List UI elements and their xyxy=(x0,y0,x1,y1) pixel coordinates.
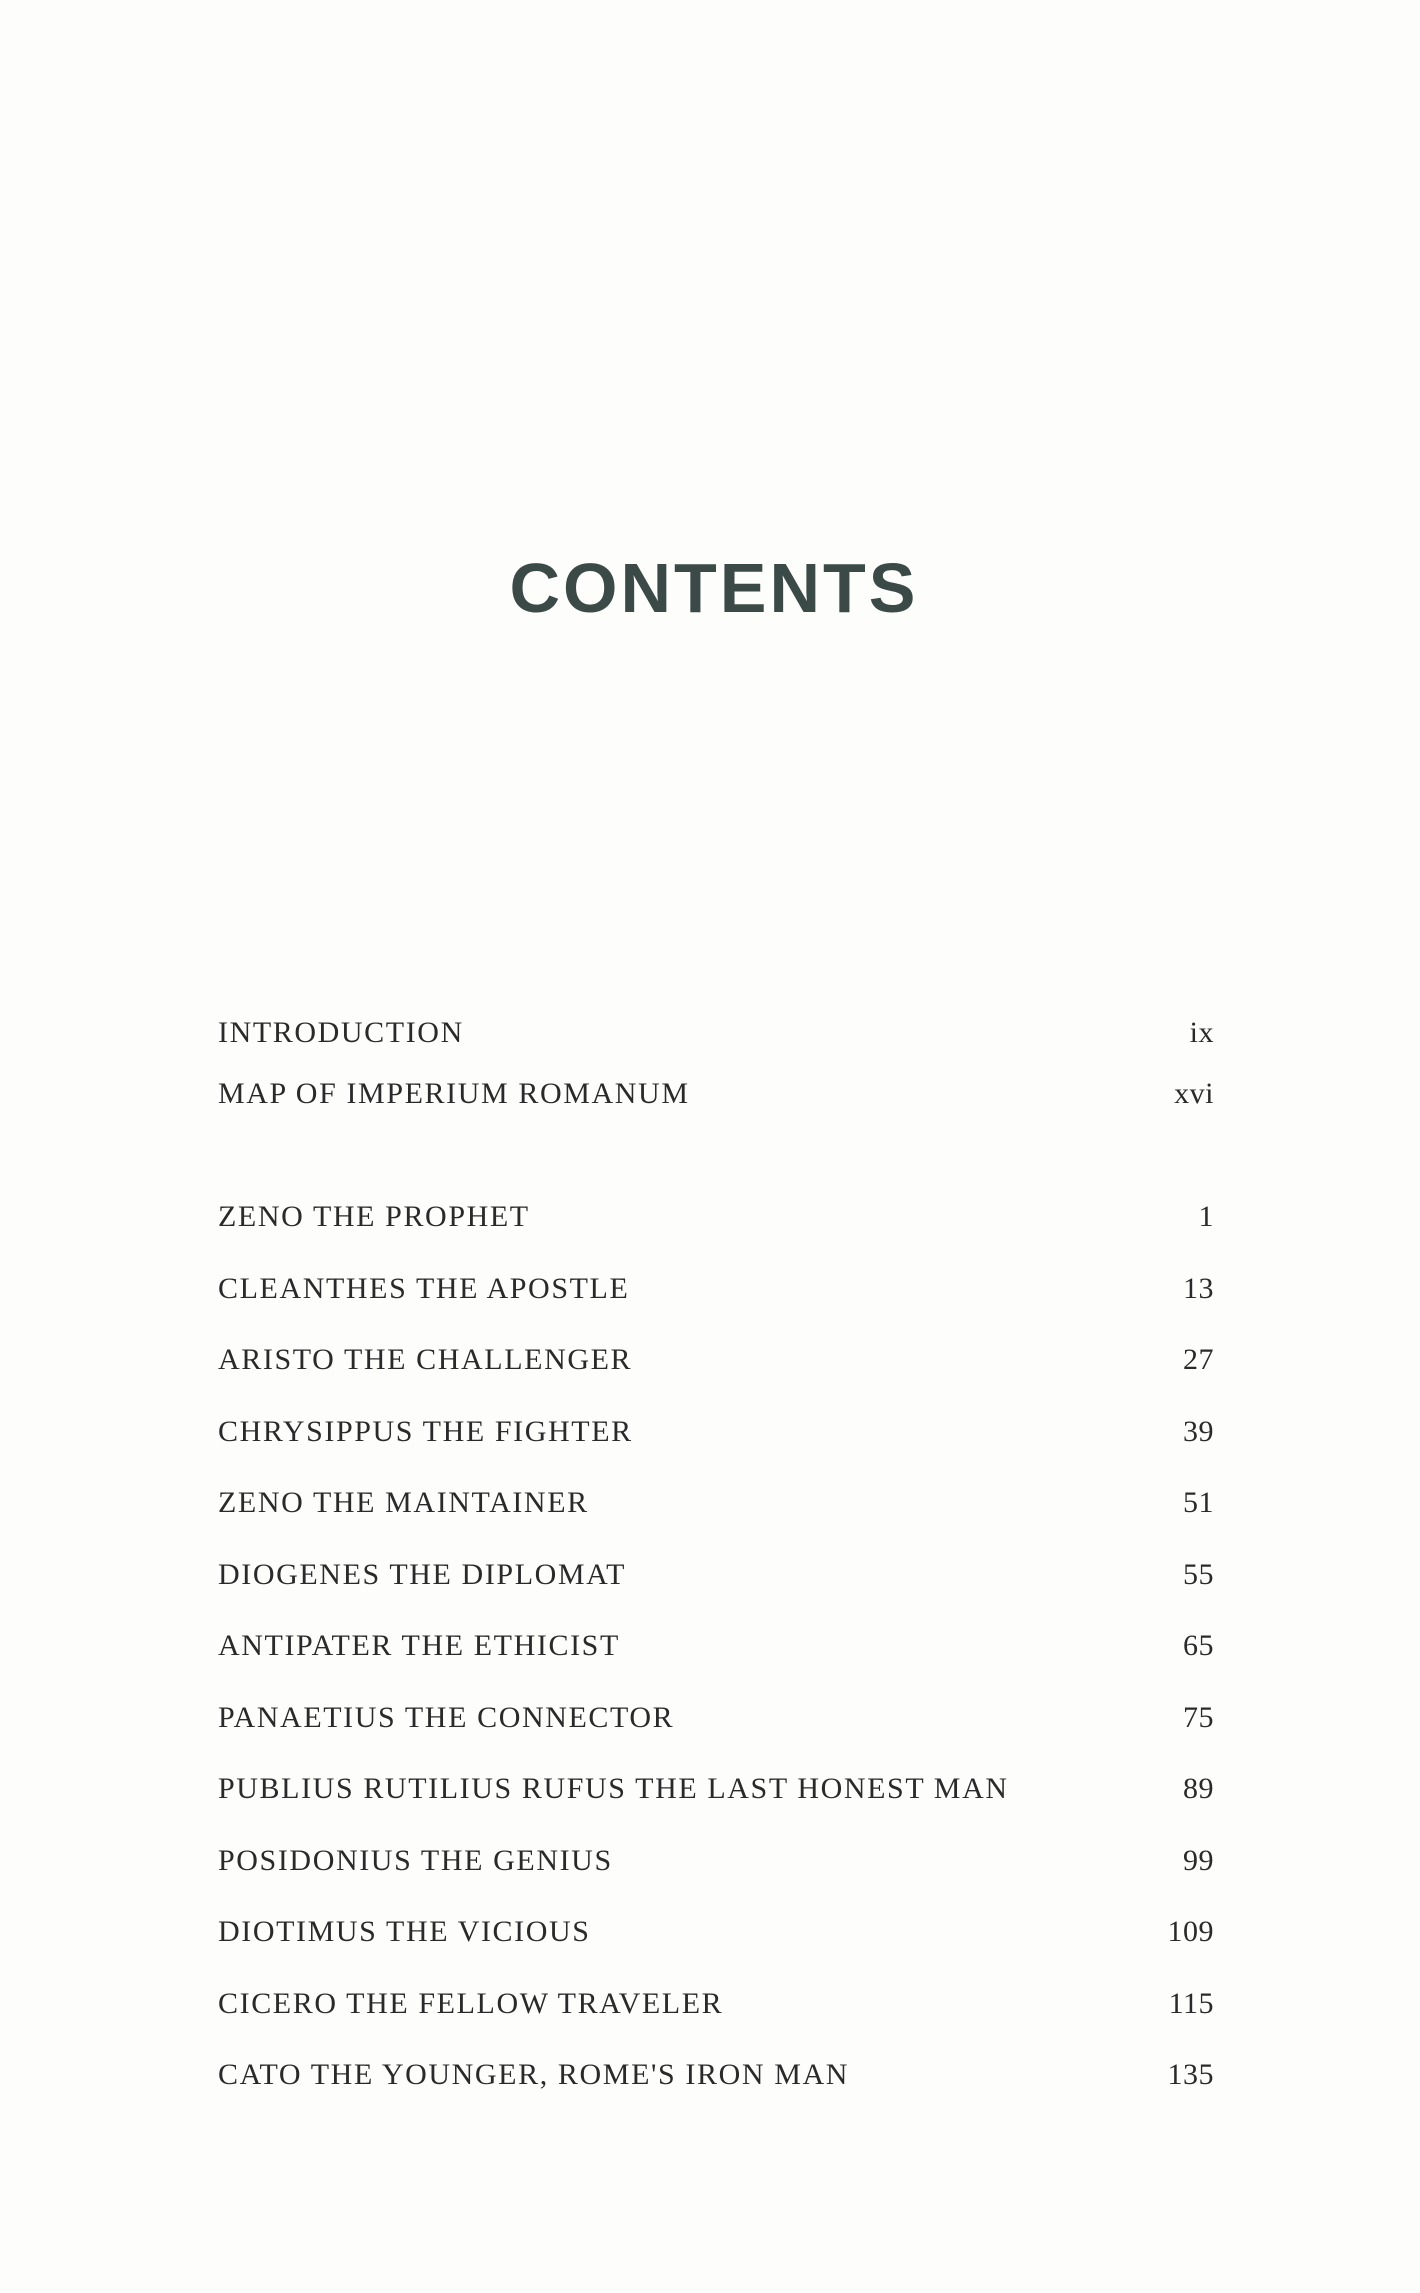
toc-entry-page: 27 xyxy=(1183,1343,1214,1376)
toc-entry-page: xvi xyxy=(1174,1077,1214,1110)
toc-entry-title: POSIDONIUS THE GENIUS xyxy=(218,1843,613,1877)
toc-entry xyxy=(218,1016,1214,1056)
toc-entry xyxy=(218,1486,1214,1526)
toc-entry-title: ZENO THE MAINTAINER xyxy=(218,1486,589,1519)
toc-entry-title: DIOTIMUS THE VICIOUS xyxy=(218,1915,591,1948)
toc-entry xyxy=(218,1772,1214,1812)
toc-entry xyxy=(218,1558,1214,1598)
toc-entry-title: ANTIPATER THE ETHICIST xyxy=(218,1629,620,1662)
toc-entry-page: 75 xyxy=(1183,1700,1214,1734)
toc-entry-title: INTRODUCTION xyxy=(218,1016,464,1049)
toc-entry xyxy=(218,1077,1214,1117)
toc-entry xyxy=(218,1844,1214,1884)
toc-entry-page: 1 xyxy=(1198,1200,1214,1233)
toc-entry-title: CATO THE YOUNGER, ROME'S IRON MAN xyxy=(218,2058,850,2091)
toc-entry xyxy=(218,1915,1214,1955)
toc-entry-title: CHRYSIPPUS THE FIGHTER xyxy=(218,1414,633,1448)
toc-entry-title: DIOGENES THE DIPLOMAT xyxy=(218,1557,627,1591)
toc-entry-title: ZENO THE PROPHET xyxy=(218,1200,530,1233)
toc-entry xyxy=(218,1701,1214,1741)
toc-entry-page: 13 xyxy=(1183,1271,1214,1305)
toc-entry-title: CICERO THE FELLOW TRAVELER xyxy=(218,1986,724,2020)
toc-entry-page: 135 xyxy=(1167,2058,1214,2091)
toc-entry-page: 65 xyxy=(1183,1629,1214,1662)
toc-entry-page: 109 xyxy=(1167,1915,1214,1948)
toc-entry-page: 89 xyxy=(1183,1772,1214,1805)
toc-entry-title: ARISTO THE CHALLENGER xyxy=(218,1343,633,1376)
toc-entry xyxy=(218,1629,1214,1669)
toc-entry-page: 39 xyxy=(1183,1414,1214,1448)
toc-entry xyxy=(218,2058,1214,2098)
page-title: CONTENTS xyxy=(509,549,919,627)
toc-entry xyxy=(218,1987,1214,2027)
toc-entry-title: CLEANTHES THE APOSTLE xyxy=(218,1271,630,1305)
toc-entry-page: 115 xyxy=(1168,1986,1214,2020)
toc-entry-page: ix xyxy=(1189,1016,1214,1049)
toc-entry-page: 55 xyxy=(1183,1557,1214,1591)
toc-entry xyxy=(218,1272,1214,1312)
toc-entry-page: 51 xyxy=(1183,1486,1214,1519)
toc-entry xyxy=(218,1343,1214,1383)
toc-entry xyxy=(218,1200,1214,1240)
toc-entry-title: PUBLIUS RUTILIUS RUFUS THE LAST HONEST MAN xyxy=(218,1772,1009,1805)
toc-entry-page: 99 xyxy=(1183,1843,1214,1877)
toc-entry-title: MAP OF IMPERIUM ROMANUM xyxy=(218,1077,690,1110)
toc-entry xyxy=(218,1415,1214,1455)
toc-entry-title: PANAETIUS THE CONNECTOR xyxy=(218,1700,675,1734)
